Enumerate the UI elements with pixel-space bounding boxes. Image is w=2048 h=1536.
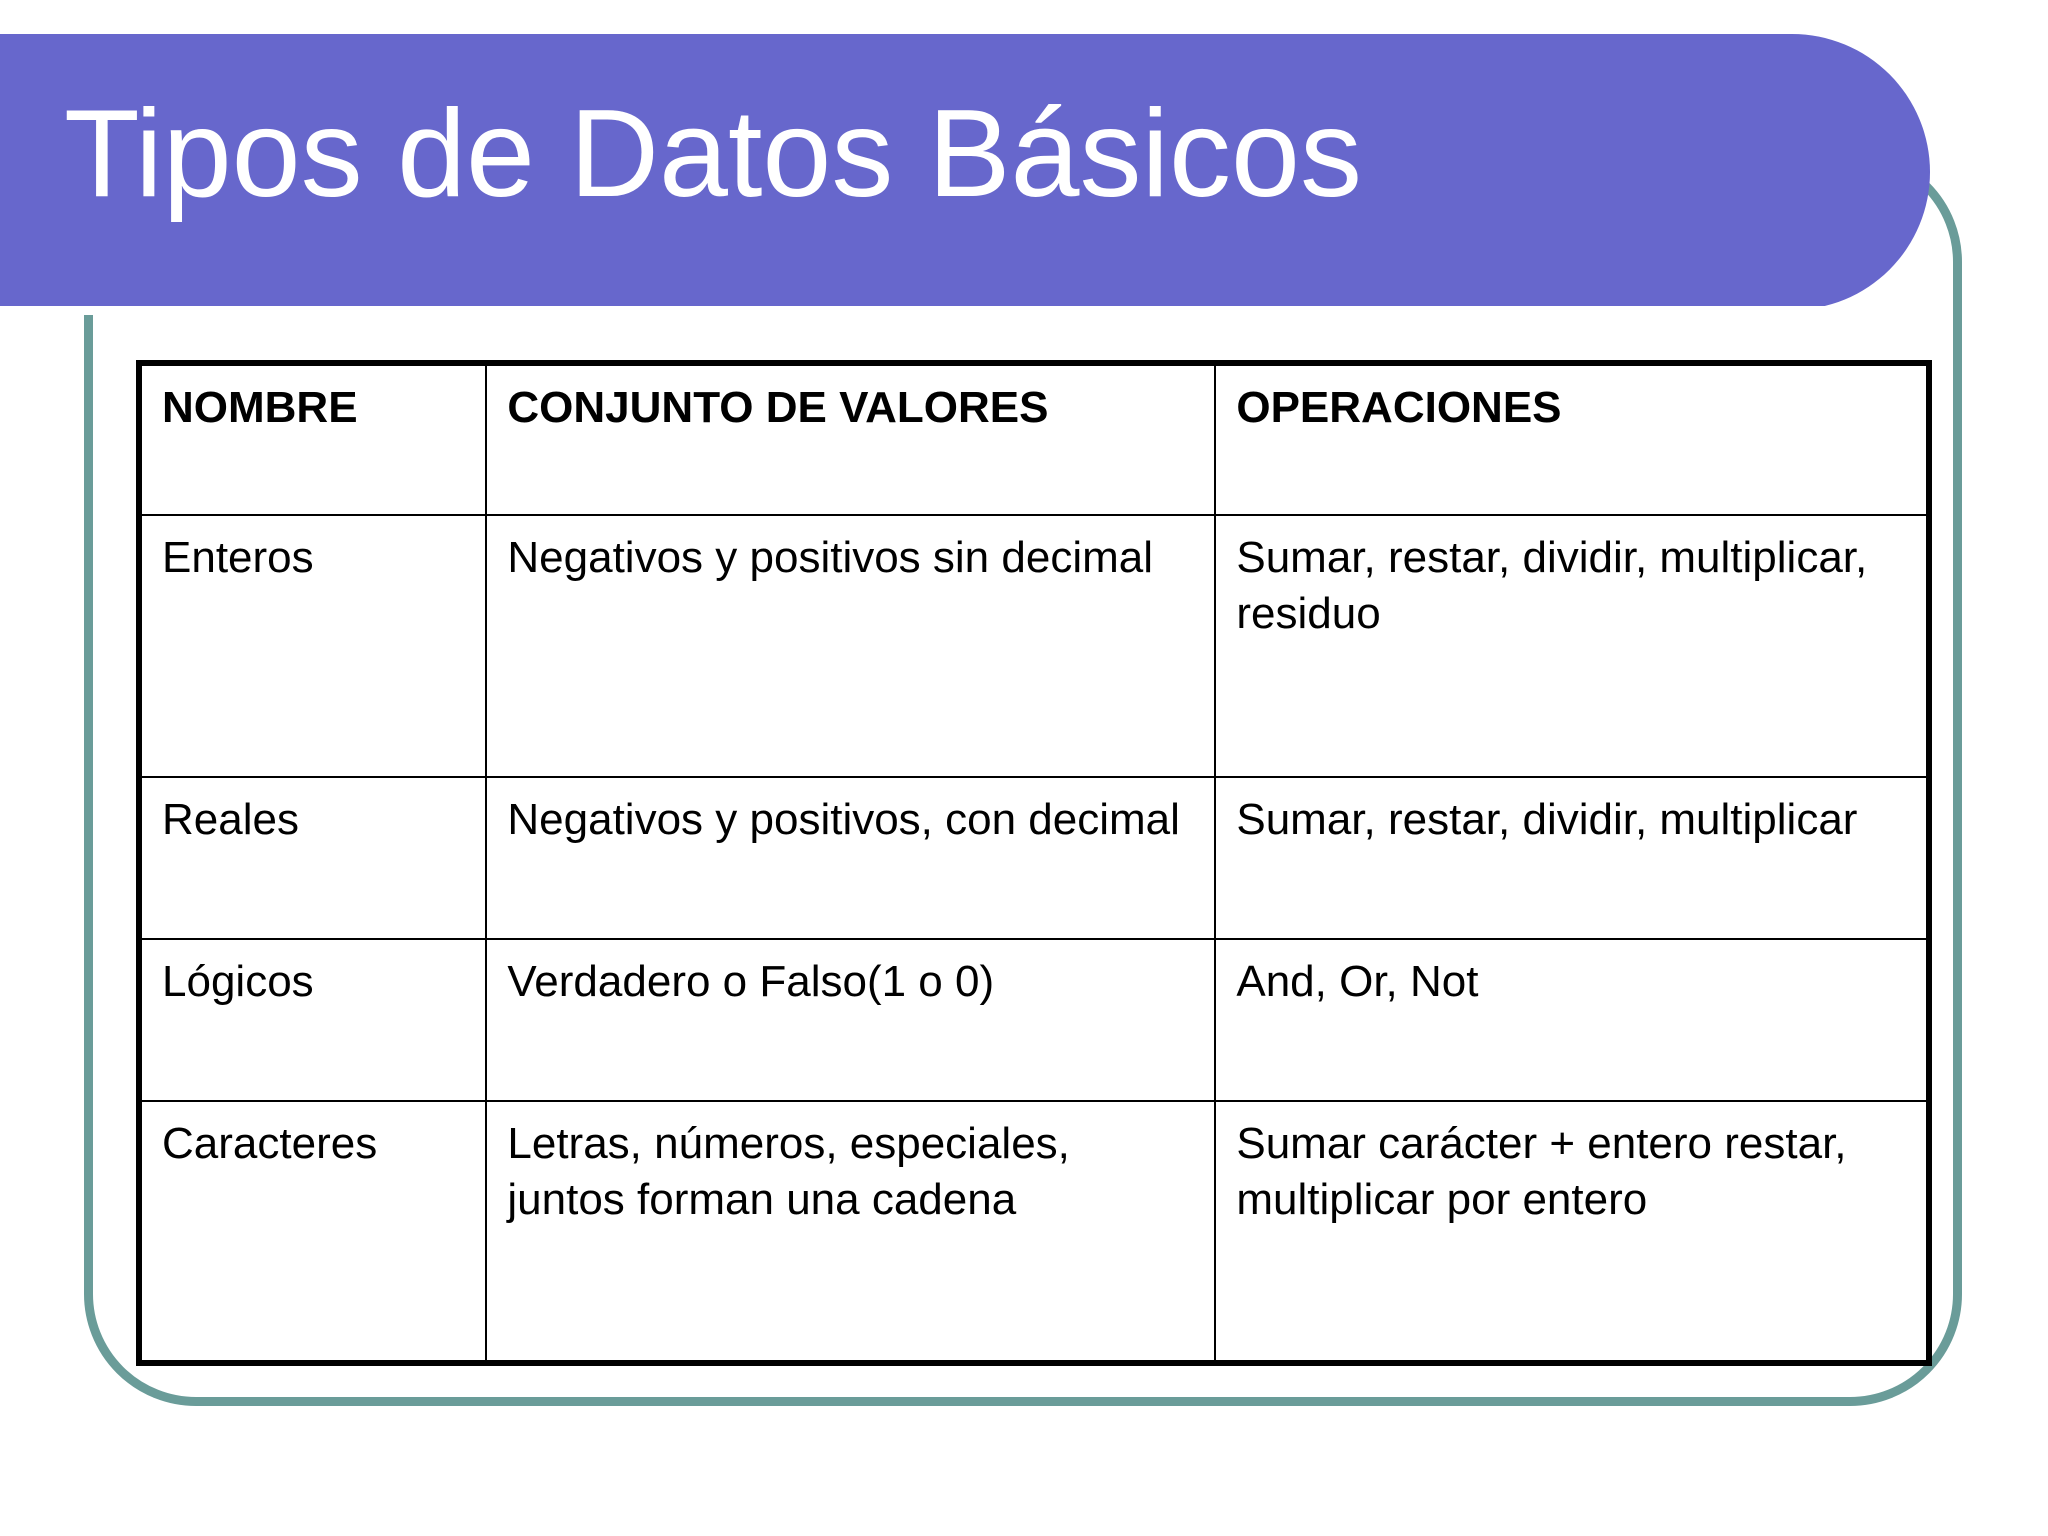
- cell-operaciones: And, Or, Not: [1215, 939, 1929, 1101]
- data-types-table: [136, 360, 1932, 1366]
- cell-conjunto-de-valores: Letras, números, especiales, juntos forman una cadena: [486, 1101, 1215, 1363]
- table-row: [139, 1101, 1929, 1363]
- table-row: [139, 515, 1929, 777]
- cell-conjunto-de-valores: Negativos y positivos, con decimal: [486, 777, 1215, 939]
- cell-conjunto-de-valores: Verdadero o Falso(1 o 0): [486, 939, 1215, 1101]
- cell-nombre: Lógicos: [139, 939, 486, 1101]
- header-nombre: NOMBRE: [139, 363, 486, 515]
- cell-operaciones: Sumar carácter + entero restar, multiplicar por entero: [1215, 1101, 1929, 1363]
- title-underline: [0, 306, 1828, 315]
- table-row: [139, 939, 1929, 1101]
- table-row: [139, 777, 1929, 939]
- cell-conjunto-de-valores: Negativos y positivos sin decimal: [486, 515, 1215, 777]
- cell-nombre: Caracteres: [139, 1101, 486, 1363]
- cell-nombre: Enteros: [139, 515, 486, 777]
- cell-operaciones: Sumar, restar, dividir, multiplicar, residuo: [1215, 515, 1929, 777]
- table-header-row: [139, 363, 1929, 515]
- cell-nombre: Reales: [139, 777, 486, 939]
- cell-operaciones: Sumar, restar, dividir, multiplicar: [1215, 777, 1929, 939]
- slide-title: Tipos de Datos Básicos: [64, 85, 1363, 223]
- header-conjunto-de-valores: CONJUNTO DE VALORES: [486, 363, 1215, 515]
- header-operaciones: OPERACIONES: [1215, 363, 1929, 515]
